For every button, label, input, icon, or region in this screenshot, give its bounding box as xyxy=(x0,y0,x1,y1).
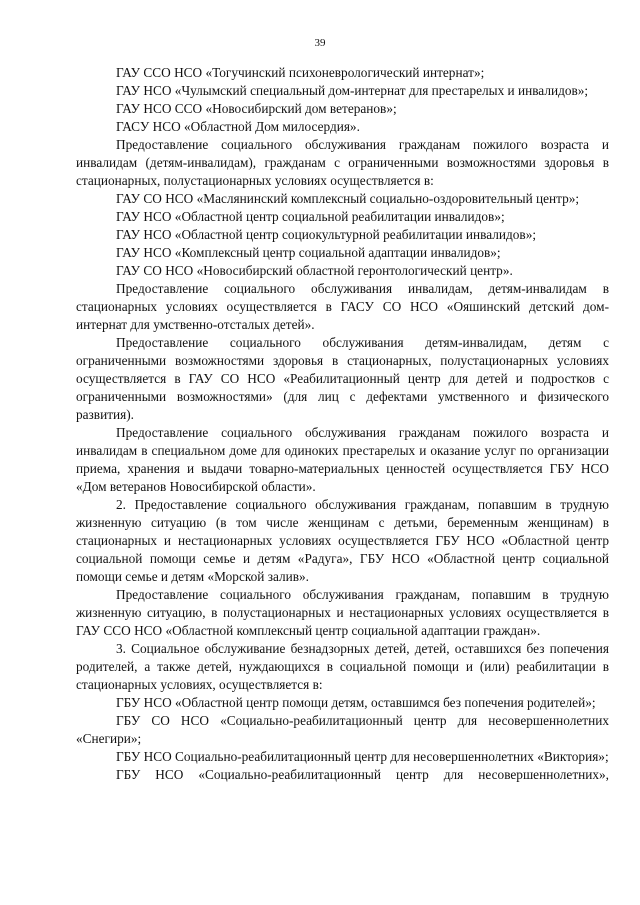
paragraph-adaptation-center: ГАУ НСО «Комплексный центр социальной адаптации инвалидов»; xyxy=(116,245,501,260)
paragraph-chulymsky-dom-internat: ГАУ НСО «Чулымский специальный дом-интернат для престарелых и инвалидов»; xyxy=(116,83,589,98)
paragraph-snegiri-center: ГБУ СО НСО «Социально-реабилитационный центр для несовершеннолетних «Снегири»; xyxy=(76,713,609,746)
paragraph-section-3-children: 3. Социальное обслуживание безнадзорных детей, детей, оставшихся без попечения родителей, а также детей, нуждающихся в социальной помощи и (или) реабилитации в стационарных условиях, осуществляется в: xyxy=(76,641,609,692)
paragraph-novosibirsky-dom-veteranov: ГАУ НСО ССО «Новосибирский дом ветеранов»; xyxy=(116,101,397,116)
paragraph-section-2-difficult-situation: 2. Предоставление социального обслуживания гражданам, попавшим в трудную жизненную ситуацию (в том числе женщинам с детьми, беременным женщинам) в стационарных и нестационарных условиях осуществляется ГБУ НСО «Областной центр социальной помощи семье и детям «Радуга», ГБУ НСО «Областной центр социальной помощи семье и детям «Морской залив». xyxy=(76,497,609,584)
paragraph-togyuchinsky-internat: ГАУ ССО НСО «Тогучинский психоневрологический интернат»; xyxy=(116,65,485,80)
paragraph-adaptation-of-citizens: Предоставление социального обслуживания гражданам, попавшим в трудную жизненную ситуацию, в полустационарных и нестационарных условиях осуществляется в ГАУ ССО НСО «Областной комплексный центр социальной адаптации граждан». xyxy=(76,587,609,638)
paragraph-maslyaninsky-center: ГАУ СО НСО «Маслянинский комплексный социально-оздоровительный центр»; xyxy=(116,191,580,206)
paragraph-oyashinsky-childrens-home: Предоставление социального обслуживания инвалидам, детям-инвалидам в стационарных условиях осуществляется в ГАСУ СО НСО «Ояшинский детский дом-интернат для умственно-отсталых детей». xyxy=(76,281,609,332)
paragraph-dom-miloserdiya: ГАСУ НСО «Областной Дом милосердия». xyxy=(116,119,360,134)
paragraph-stationary-elderly-disabled: Предоставление социального обслуживания гражданам пожилого возраста и инвалидам (детям-инвалидам), гражданам с ограниченными возможностями здоровья в стационарных, полустационарных условиях осуществляется в: xyxy=(76,137,609,188)
paragraph-rehabilitation-center: ГАУ НСО «Областной центр социальной реабилитации инвалидов»; xyxy=(116,209,505,224)
paragraph-minors-center: ГБУ НСО «Социально-реабилитационный центр для несовершеннолетних», xyxy=(116,767,609,782)
paragraph-viktoriya-center: ГБУ НСО Социально-реабилитационный центр для несовершеннолетних «Виктория»; xyxy=(116,749,609,764)
page-number: 39 xyxy=(314,37,326,49)
paragraph-veterans-home-service: Предоставление социального обслуживания гражданам пожилого возраста и инвалидам в специальном доме для одиноких престарелых и оказание услуг по организации приема, хранения и выдачи товарно-материальных ценностей осуществляется ГБУ НСО «Дом ветеранов Новосибирской области». xyxy=(76,425,609,494)
paragraph-children-rehabilitation: Предоставление социального обслуживания детям-инвалидам, детям с ограниченными возможностями здоровья в стационарных, полустационарных условиях осуществляется в ГАУ СО НСО «Реабилитационный центр для детей и подростков с ограниченными возможностями» (для лиц с дефектами умственного и физического развития). xyxy=(76,335,609,422)
paragraph-sociocultural-center: ГАУ НСО «Областной центр социокультурной реабилитации инвалидов»; xyxy=(116,227,537,242)
paragraph-orphans-center: ГБУ НСО «Областной центр помощи детям, оставшимся без попечения родителей»; xyxy=(116,695,596,710)
paragraph-gerontology-center: ГАУ СО НСО «Новосибирский областной геронтологический центр». xyxy=(116,263,513,278)
document-body xyxy=(76,64,609,784)
